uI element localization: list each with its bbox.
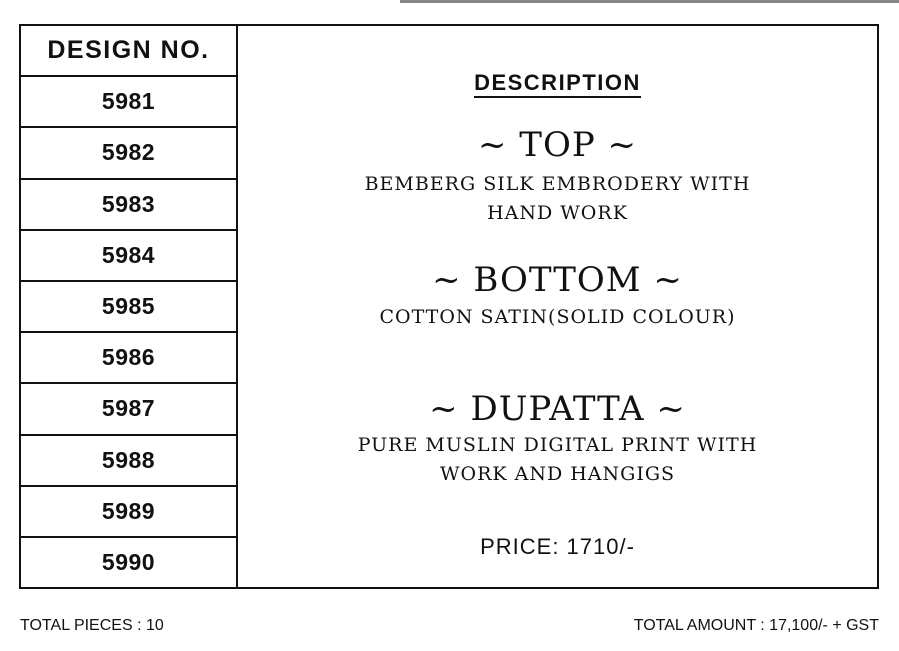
- design-number-header: DESIGN NO.: [21, 26, 236, 77]
- bottom-heading: ~ BOTTOM ~: [432, 260, 683, 300]
- design-number-cell: 5987: [21, 384, 236, 435]
- dupatta-heading: ~ DUPATTA ~: [429, 389, 686, 429]
- top-heading: ~ TOP ~: [477, 125, 638, 165]
- catalog-table: [19, 24, 879, 589]
- design-number-cell: 5989: [21, 487, 236, 538]
- description-panel: [238, 26, 877, 587]
- design-number-cell: 5984: [21, 231, 236, 282]
- description-title: [238, 70, 877, 96]
- top-text-line-2: HAND WORK: [487, 202, 628, 224]
- design-number-cell: 5983: [21, 180, 236, 231]
- design-number-cell: 5986: [21, 333, 236, 384]
- design-number-cell: 5988: [21, 436, 236, 487]
- top-text-line-1: BEMBERG SILK EMBRODERY WITH: [364, 173, 751, 195]
- total-pieces: TOTAL PIECES : 10: [20, 617, 164, 634]
- dupatta-text-line-2: WORK AND HANGIGS: [439, 463, 676, 485]
- top-edge-strip: [400, 0, 899, 3]
- design-number-cell: 5982: [21, 128, 236, 179]
- design-number-cell: 5981: [21, 77, 236, 128]
- total-amount: TOTAL AMOUNT : 17,100/- + GST: [633, 617, 879, 634]
- dupatta-text-line-1: PURE MUSLIN DIGITAL PRINT WITH: [357, 434, 758, 456]
- description-title-text: DESCRIPTION: [474, 70, 641, 98]
- design-number-cell: 5985: [21, 282, 236, 333]
- price-label: PRICE: 1710/-: [480, 534, 635, 559]
- design-number-cell: 5990: [101, 548, 156, 575]
- design-number-column: [21, 26, 238, 587]
- bottom-text-line-1: COTTON SATIN(SOLID COLOUR): [379, 306, 736, 328]
